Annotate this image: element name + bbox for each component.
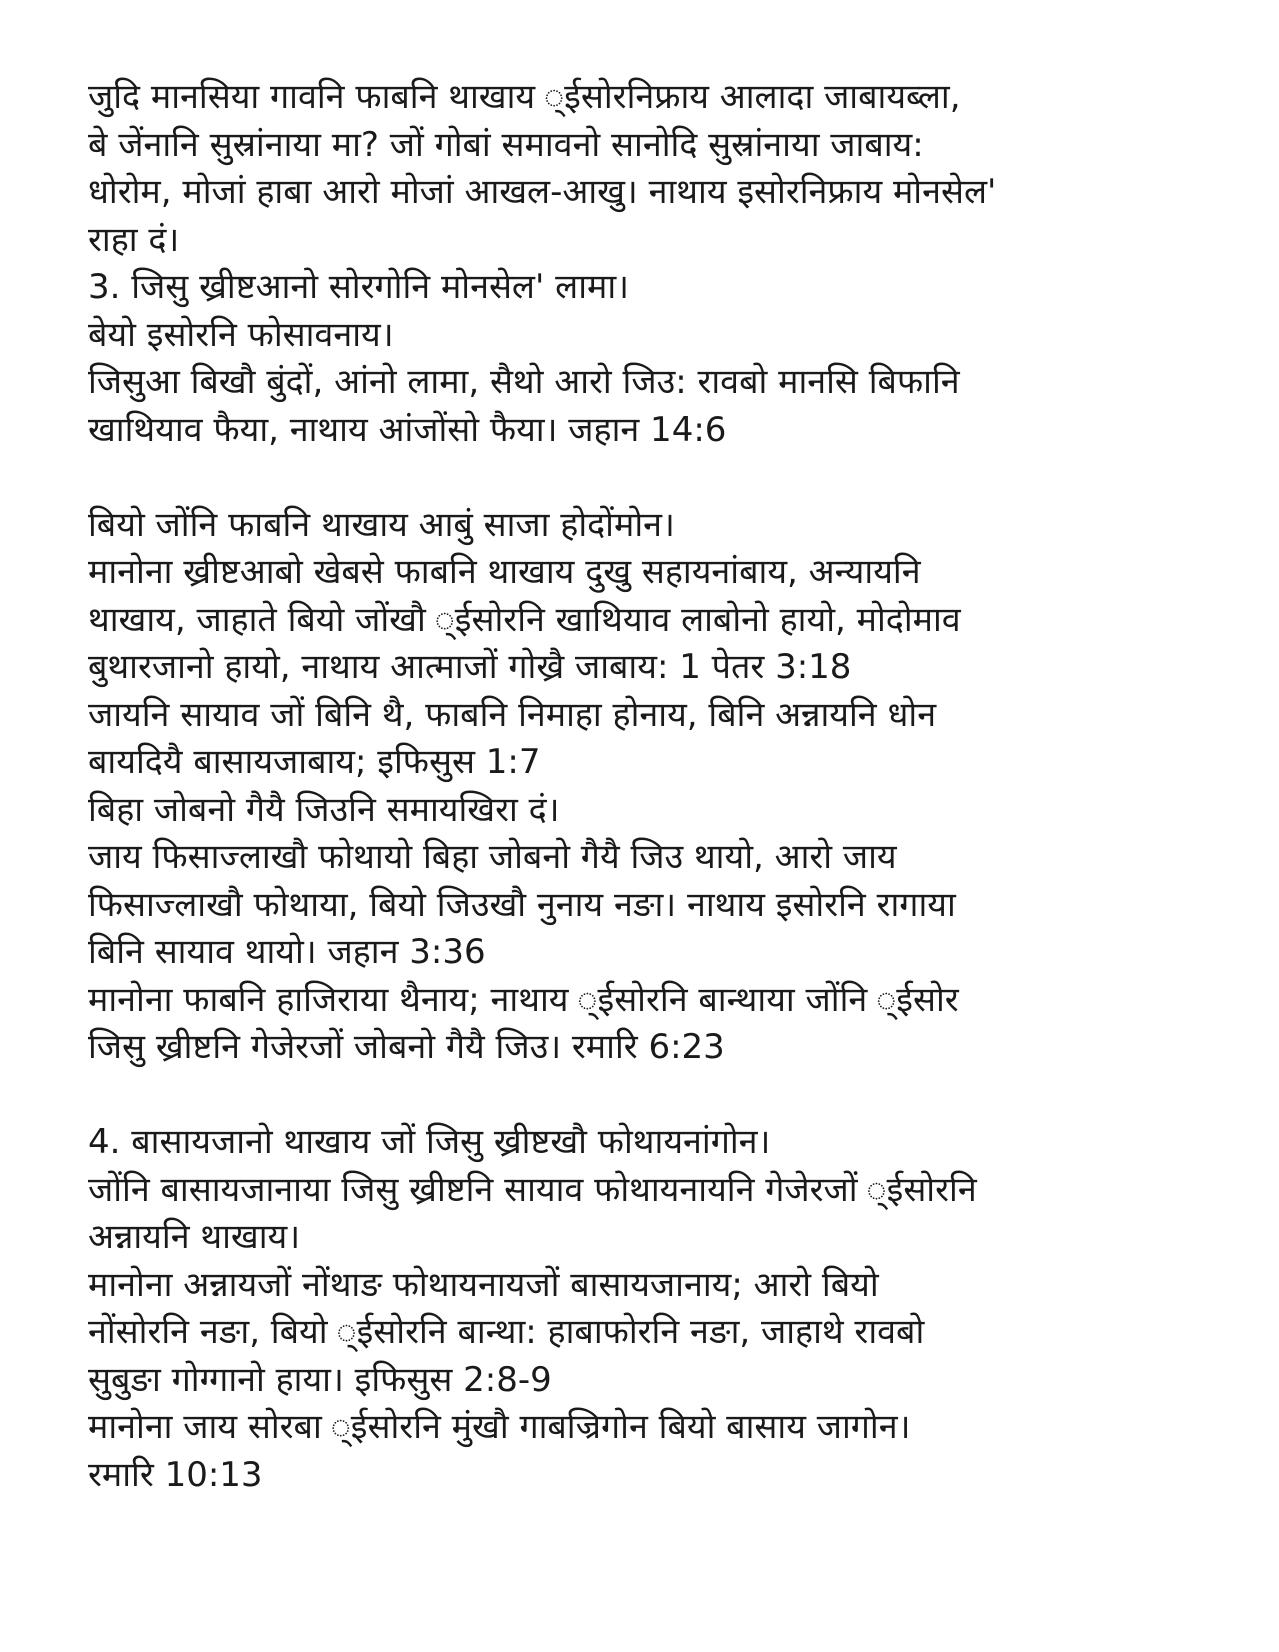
blank-line	[88, 454, 1238, 502]
text-line: जिसुआ बिखौ बुंदों, आंनो लामा, सैथो आरो जिउ: रावबो मानसि बिफानि	[88, 362, 960, 402]
text-line: जायनि सायाव जों बिनि थै, फाबनि निमाहा होनाय, बिनि अन्नायनि धोन	[88, 694, 937, 735]
text-line: खाथियाव फैया, नाथाय आंजोंसो फैया। जहान 14:6	[88, 409, 727, 450]
blank-line	[88, 1072, 1238, 1120]
text-line: मानोना अन्नायजों नोंथाङ फोथायनायजों बासायजानाय; आरो बियो	[88, 1264, 879, 1305]
text-line: मानोना फाबनि हाजिराया थैनाय; नाथाय ्ईसोरनि बान्थाया जोंनि ्ईसोर	[88, 979, 959, 1020]
text-line: रमारि 10:13	[88, 1454, 263, 1495]
text-line: जाय फिसाज्लाखौ फोथायो बिहा जोबनो गैयै जिउ थायो, आरो जाय	[88, 837, 897, 877]
text-line: सुबुङा गोग्गानो हाया। इफिसुस 2:8-9	[88, 1359, 552, 1400]
text-line: अन्नायनि थाखाय।	[88, 1217, 301, 1257]
text-line: बेयो इसोरनि फोसावनाय।	[88, 314, 394, 355]
document-page	[88, 74, 1238, 1499]
text-line: बिहा जोबनो गैयै जिउनि समायखिरा दं।	[88, 789, 560, 830]
text-line: जोंनि बासायजानाया जिसु ख्रीष्टनि सायाव फोथायनायनि गेजेरजों ्ईसोरनि	[88, 1169, 977, 1210]
text-line: जिसु ख्रीष्टनि गेजेरजों जोबनो गैयै जिउ। रमारि 6:23	[88, 1027, 725, 1067]
text-line: जुदि मानसिया गावनि फाबनि थाखाय ्ईसोरनिफ्राय आलादा जाबायब्ला,	[88, 77, 961, 117]
text-line: नोंसोरनि नङा, बियो ्ईसोरनि बान्था: हाबाफोरनि नङा, जाहाथे रावबो	[88, 1312, 925, 1352]
text-line: मानोना ख्रीष्टआबो खेबसे फाबनि थाखाय दुखु सहायनांबाय, अन्यायनि	[88, 552, 921, 592]
text-line: बे जेंनानि सुस्रांनाया मा? जों गोबां समावनो सानोदि सुस्रांनाया जाबाय:	[88, 124, 924, 165]
text-line: बुथारजानो हायो, नाथाय आत्माजों गोख्रै जाबाय: 1 पेतर 3:18	[88, 647, 852, 687]
section-heading: 4. बासायजानो थाखाय जों जिसु ख्रीष्टखौ फोथायनांगोन।	[88, 1122, 771, 1162]
text-line: राहा दं।	[88, 219, 180, 260]
section-heading: 3. जिसु ख्रीष्टआनो सोरगोनि मोनसेल' लामा।	[88, 267, 630, 307]
text-line: बियो जोंनि फाबनि थाखाय आबुं साजा होदोंमोन।	[88, 504, 675, 545]
text-line: मानोना जाय सोरबा ्ईसोरनि मुंखौ गाबज्रिगोन बियो बासाय जागोन।	[88, 1407, 911, 1447]
text-line: फिसाज्लाखौ फोथाया, बियो जिउखौ नुनाय नङा। नाथाय इसोरनि रागाया	[88, 884, 956, 925]
text-line: बायदियै बासायजाबाय; इफिसुस 1:7	[88, 742, 541, 782]
text-line: बिनि सायाव थायो। जहान 3:36	[88, 932, 486, 972]
text-line: थाखाय, जाहाते बियो जोंखौ ्ईसोरनि खाथियाव लाबोनो हायो, मोदोमाव	[88, 599, 961, 640]
text-line: धोरोम, मोजां हाबा आरो मोजां आखल-आखु। नाथाय इसोरनिफ्राय मोनसेल'	[88, 172, 997, 212]
